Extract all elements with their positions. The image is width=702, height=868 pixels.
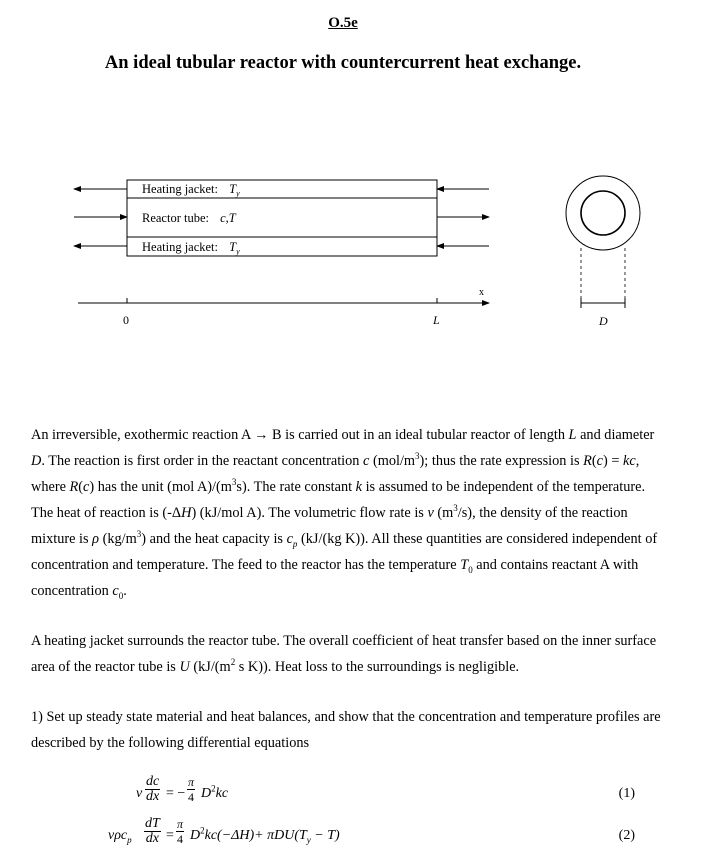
eq2-number: (2) [618, 828, 635, 843]
equation-1 [0, 773, 702, 815]
cross-section-outer-circle [566, 176, 640, 250]
question-number: O.5e [328, 15, 358, 31]
cross-section-inner-circle [581, 191, 625, 235]
eq1-pi-over-4: $\frac{\pi}{4}$ [188, 775, 195, 804]
eq1-derivative: $\frac{dc}{dx}$ [146, 774, 160, 804]
eq1-equals: = − [166, 786, 186, 801]
svg-text:Heating jacket: Ty [142, 182, 240, 198]
tube-vars: c,T [220, 211, 236, 225]
equation-2 [0, 816, 702, 858]
jacket-bottom-sub: y [236, 247, 240, 256]
axis-end-label: L [433, 313, 440, 327]
paragraph-heating-jacket: A heating jacket surrounds the reactor tube. The overall coefficient of heat transfer based on the inner surface area of the reactor tube is U ($kJ/(m^2$ s K)). Heat loss to the surroundings is negligible. [31, 633, 657, 675]
svg-text:Heating jacket: Ty [142, 240, 240, 256]
problem-title: An ideal tubular reactor with countercurrent heat exchange. [104, 53, 582, 73]
jacket-bottom-var: T [229, 240, 237, 254]
svg-text:Reactor tube: c,T [142, 211, 237, 225]
axis-start-label: 0 [123, 313, 129, 327]
paragraph-question-1: 1) Set up steady state material and heat balances, and show that the concentration and temperature profiles are described by the following differential equations [31, 709, 661, 751]
eq2-derivative: $\frac{dT}{dx}$ [145, 816, 160, 846]
reactor-diagram [0, 170, 702, 340]
diameter-label: D [599, 314, 608, 328]
jacket-bottom-label: Heating jacket: [142, 240, 219, 254]
eq2-lhs-coef: vρc$_p$ [108, 828, 132, 845]
eq1-rhs: $D^2kc$ [201, 783, 229, 801]
jacket-top-var: T [229, 182, 237, 196]
eq2-pi-over-4: $\frac{\pi}{4}$ [177, 817, 184, 846]
jacket-top-sub: y [236, 189, 240, 198]
jacket-top-label: Heating jacket: [142, 182, 219, 196]
paragraph-reaction-description: An irreversible, exothermic reaction A → B is carried out in an ideal tubular reactor of length L and diameter D. The reaction is first order in the reactant concentration c $(mol/m^3)$; thus the rate expression is R(c) = kc, where R(c) has the unit (mol $A)/(m^3s)$. The rate constant k is assumed to be independent of the temperature. The heat of reaction is (-ΔH) (kJ/mol A). The volumetric flow rate is v $(m^3/s)$, the density of the reaction mixture is ρ $(kg/m^3)$ and the heat capacity is $c_p$ (kJ/(kg K)). All these quantities are considered independent of concentration and temperature. The feed to the reactor has the temperature $T_0$ and contains reactant A with concentration $c_0$. [31, 427, 658, 601]
eq2-equals: = [166, 828, 174, 843]
eq2-rhs: $D^2kc(-\Delta H)+ \pi DU(T_y - T)$ [190, 825, 340, 845]
axis-name-label: x [479, 287, 484, 298]
eq1-lhs-coef: v [136, 786, 143, 801]
tube-label: Reactor tube: [142, 211, 209, 225]
eq1-number: (1) [618, 786, 635, 801]
